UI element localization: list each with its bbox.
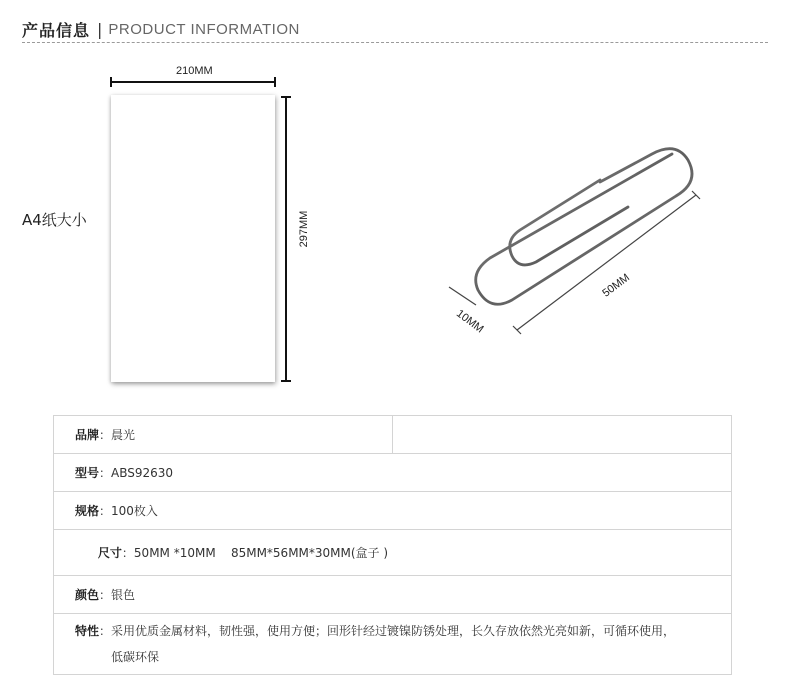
spec-value: 银色 — [111, 588, 136, 602]
spec-sep: ： — [121, 546, 134, 560]
paper-height-dimension-line — [285, 96, 287, 382]
paper-width-label: 210MM — [176, 65, 213, 77]
spec-value: ABS92630 — [111, 466, 174, 480]
table-row — [54, 576, 732, 614]
spec-cell — [54, 576, 732, 614]
spec-cell — [54, 454, 732, 492]
spec-sep: ： — [99, 428, 112, 442]
spec-cell — [54, 530, 732, 576]
paperclip-icon — [476, 149, 692, 305]
spec-key: 特性 — [75, 624, 100, 638]
a4-size-label: A4纸大小 — [22, 211, 87, 229]
section-title-cn: 产品信息 — [22, 20, 91, 40]
spec-cell — [54, 492, 732, 530]
spec-value: 100枚入 — [111, 504, 158, 518]
spec-value: 50MM *10MM 85MM*56MM*30MM(盒子 ) — [133, 546, 389, 560]
table-row — [54, 492, 732, 530]
spec-sep: ： — [99, 624, 112, 638]
spec-cell — [54, 614, 732, 675]
spec-value: 晨光 — [111, 428, 136, 442]
spec-sep: ： — [99, 504, 112, 518]
a4-paper-sheet — [111, 95, 275, 382]
clip-length-label: 50MM — [600, 271, 633, 300]
clip-width-dimension — [449, 287, 476, 305]
table-row — [54, 454, 732, 492]
spec-sep: ： — [99, 466, 112, 480]
header-divider — [22, 42, 768, 43]
spec-key: 颜色 — [75, 588, 100, 602]
paper-height-label: 297MM — [298, 210, 310, 248]
table-row — [54, 614, 732, 675]
empty-cell — [393, 416, 732, 454]
spec-key: 型号 — [75, 466, 100, 480]
spec-sep: ： — [99, 588, 112, 602]
clip-length-dimension — [513, 191, 700, 334]
spec-key: 品牌 — [75, 428, 100, 442]
spec-key: 尺寸 — [97, 546, 122, 560]
spec-value-continued: 低碳环保 — [111, 650, 160, 664]
spec-value: 采用优质金属材料，韧性强，使用方便；回形针经过镀镍防锈处理，长久存放依然光亮如新，可循环使用， — [111, 624, 676, 638]
paper-width-dimension-line — [110, 81, 276, 83]
features-block — [75, 618, 731, 670]
clip-width-label: 10MM — [453, 307, 486, 336]
section-header — [22, 16, 300, 42]
section-title-en: PRODUCT INFORMATION — [108, 20, 300, 38]
spec-table — [53, 415, 732, 675]
spec-cell — [54, 416, 393, 454]
spec-key: 规格 — [75, 504, 100, 518]
title-separator: | — [97, 19, 103, 39]
paperclip-illustration — [440, 140, 710, 350]
table-row — [54, 416, 732, 454]
table-row — [54, 530, 732, 576]
